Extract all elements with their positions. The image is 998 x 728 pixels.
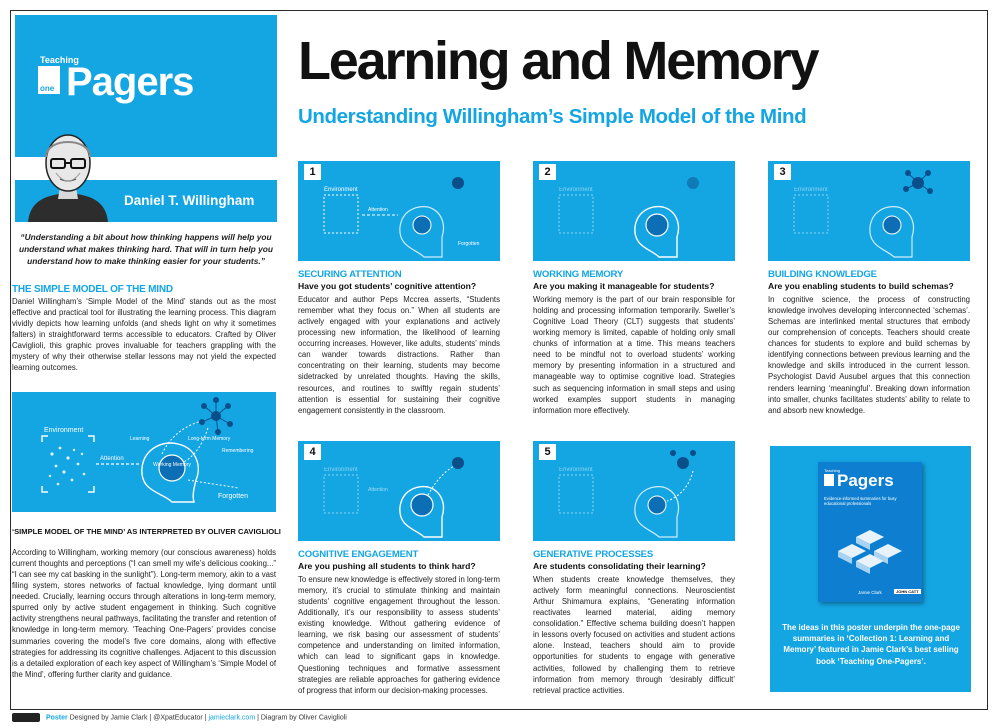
diagram-label-attention: Attention [100, 456, 124, 462]
page-subtitle: Understanding Willingham’s Simple Model of the Mind [298, 105, 807, 128]
card-2-number: 2 [539, 164, 556, 180]
card-2-image [533, 161, 735, 261]
card-4-label-attention: Attention [368, 487, 388, 493]
footer [12, 713, 347, 722]
footer-designed: Designed by Jamie Clark | @XpatEducator | [69, 714, 207, 722]
book-subtitle: Evidence-informed summaries for busy educational professionals [824, 496, 897, 507]
diagram-label-remembering: Remembering [222, 448, 254, 454]
book-promo-text: The ideas in this poster underpin the one-page summaries in ‘Collection 1: Learning and Memory’ featured in Jamie Clark’s best selling book ‘Teaching One-Pagers’. [782, 623, 960, 666]
footer-diagram: | Diagram by Oliver Caviglioli [257, 714, 347, 722]
card-3-number: 3 [774, 164, 791, 180]
card-1-title: SECURING ATTENTION [298, 269, 402, 280]
card-4-label-environment: Environment [324, 467, 358, 473]
diagram-label-long-term-memory: Long-term Memory [188, 436, 231, 442]
card-3-title: BUILDING KNOWLEDGE [768, 269, 877, 280]
card-3-body: In cognitive science, the process of constructing knowledge involves developing interconnected ‘schemas’. Schemas are interlinked mental structures that embody our comprehension of concepts. Teachers should create chances for students to explore and build schemas by identifying connections between previous learning and the knowledge and skills introduced in the current lesson. Psychologist David Ausubel argues that this connection renders learning ‘meaningful’. Breaking down information into smaller, chunks facilitates students’ ability to relate to and absorb new knowledge. [768, 295, 970, 415]
card-5-diagram [533, 441, 735, 541]
card-4-number: 4 [304, 444, 321, 460]
card-1-body: Educator and author Peps Mccrea asserts, “Students remember what they focus on.” When all students are actively engaged with your explanations and actively processing new information, the likelihood of learning occurring increases. However, like adults, students’ minds can wander towards distractions. Rather than concentrating on their learning, students may become sidetracked by unrelated thoughts. Having the skills, resources, and routines to swiftly regain students’ attention is essential for sustaining their cognitive engagement consistently in the classroom. [298, 295, 500, 415]
card-4-question: Are you pushing all students to think hard? [298, 561, 476, 571]
book-author: Jamie Clark [858, 590, 882, 595]
card-2-body: Working memory is the part of our brain responsible for holding and processing information temporarily. Sweller’s Cognitive Load Theory (CLT) suggests that students’ working memory is limited, capable of holding only small chunks of information at a time. This means teachers need to be mindful not to overload students’ working memory by presenting information in a structured and manageable way to optimise cognitive load. Strategies such as sequencing information in small steps and using worked examples support students in managing information more effectively. [533, 295, 735, 415]
model-body: According to Willingham, working memory (our conscious awareness) holds current thoughts and perceptions (“I can smell my wife’s delicious cooking...” “I can see my cat basking in the sunlight”). Long-term memory, akin to a vast filing system, stores networks of factual knowledge, lying dormant until needed. Crucially, learning occurs through alterations in long-term memory, spurred only by active student engagement in thinking. Such cognitive activity strengthens neural pathways, facilitating the transfer and retention of knowledge in long-term memory. ‘Teaching One-Pagers’ provides concise summaries covering the model’s five core domains, along with effective strategies for addressing its cognitive challenges. Adjacent to this discussion is a detailed exploration of each key aspect of Willingham’s ‘Simple Model of the Mind’, offering further clarity and guidance. [12, 548, 276, 679]
card-1-diagram [298, 161, 500, 261]
footer-poster: Poster [45, 714, 68, 722]
book-one-box [824, 474, 834, 486]
card-2-question: Are you making it manageable for students? [533, 281, 715, 291]
card-5-title: GENERATIVE PROCESSES [533, 549, 654, 560]
card-5-number: 5 [539, 444, 556, 460]
portrait-illustration [22, 123, 114, 222]
diagram-label-working-memory: Working Memory [153, 462, 191, 468]
diagram-label-forgotten: Forgotten [218, 493, 248, 500]
card-3-label-environment: Environment [794, 187, 828, 193]
card-4-title: COGNITIVE ENGAGEMENT [298, 549, 419, 560]
book-publisher: JOHN CATT [896, 589, 919, 594]
card-5-image [533, 441, 735, 541]
book-stack-graphic [818, 510, 922, 590]
card-1-number: 1 [304, 164, 321, 180]
logo-teaching: Teaching [40, 55, 79, 65]
card-4-image [298, 441, 500, 541]
card-3-question: Are you enabling students to build schemas? [768, 281, 954, 291]
logo-one-text: one [40, 84, 55, 93]
card-4-body: To ensure new knowledge is effectively stored in long-term memory, it’s crucial to stimulate thinking and maintain students’ cognitive engagement throughout the lesson. Additionally, it’s our responsibility to assess students’ existing knowledge. Without gathering evidence of learning, we risk basing our assessment of students’ competence and understanding on limited information, which can lead to significant gaps in knowledge. Questioning techniques and formative assessment strategies are reliable approaches for gathering evidence of progress that inform our decision-making processes. [298, 575, 500, 695]
card-1-label-environment: Environment [324, 187, 358, 193]
card-1-label-attention: Attention [368, 207, 388, 213]
card-2-title: WORKING MEMORY [533, 269, 624, 280]
card-1-label-forgotten: Forgotten [458, 241, 480, 247]
model-caption: ‘SIMPLE MODEL OF THE MIND’ AS INTERPRETED BY OLIVER CAVIGLIOLI [12, 527, 281, 536]
model-diagram-graphic [12, 392, 276, 512]
page-title: Learning and Memory [298, 31, 818, 91]
creative-commons-icon [12, 713, 40, 722]
card-5-label-environment: Environment [559, 467, 593, 473]
book-cover [818, 462, 922, 602]
simple-model-body: Daniel Willingham’s ‘Simple Model of the Mind’ stands out as the most effective and practical tool for illustrating the learning process. This diagram vividly depicts how learning unfolds (and sheds light on why it sometimes falters) in straightforward terms accessible to educators. Crafted by Oliver Caviglioli, this graphic proves invaluable for teachers grappling with the mystery of why their otherwise stellar lessons may not yield the expected learning outcomes. [12, 297, 276, 373]
card-4-diagram [298, 441, 500, 541]
book-teaching: Teaching [824, 468, 841, 473]
card-3-image [768, 161, 970, 261]
card-2-diagram [533, 161, 735, 261]
card-5-body: When students create knowledge themselves, they actively form meaningful connections. Neuroscientist Arthur Shimamura explains, “Generating information reactivates learned material, aiding memory consolidation.” Effective schema building doesn’t happen in lessons overly focused on activities and student actions alone. Instead, teachers should aim to provide opportunities for students to engage with generative activities, followed by challenging them to retrieve information from memory through ‘desirably difficult’ retrieval practice activities. [533, 575, 735, 695]
author-name: Daniel T. Willingham [124, 193, 255, 208]
card-1-question: Have you got students’ cognitive attention? [298, 281, 477, 291]
author-quote: “Understanding a bit about how thinking happens will help you understand what makes thinking hard. That will in turn help you understand how to make thinking easier for your students.” [18, 232, 274, 266]
logo-pagers: Pagers [66, 60, 194, 104]
card-2-label-environment: Environment [559, 187, 593, 193]
book-pagers: Pagers [837, 471, 894, 490]
card-5-question: Are students consolidating their learning? [533, 561, 706, 571]
diagram-label-learning: Learning [130, 436, 150, 442]
card-3-diagram [768, 161, 970, 261]
simple-model-title: THE SIMPLE MODEL OF THE MIND [12, 284, 173, 295]
model-diagram [12, 392, 276, 512]
card-1-image [298, 161, 500, 261]
diagram-label-environment: Environment [44, 427, 84, 434]
footer-site-link[interactable]: jamieclark.com [208, 714, 256, 722]
